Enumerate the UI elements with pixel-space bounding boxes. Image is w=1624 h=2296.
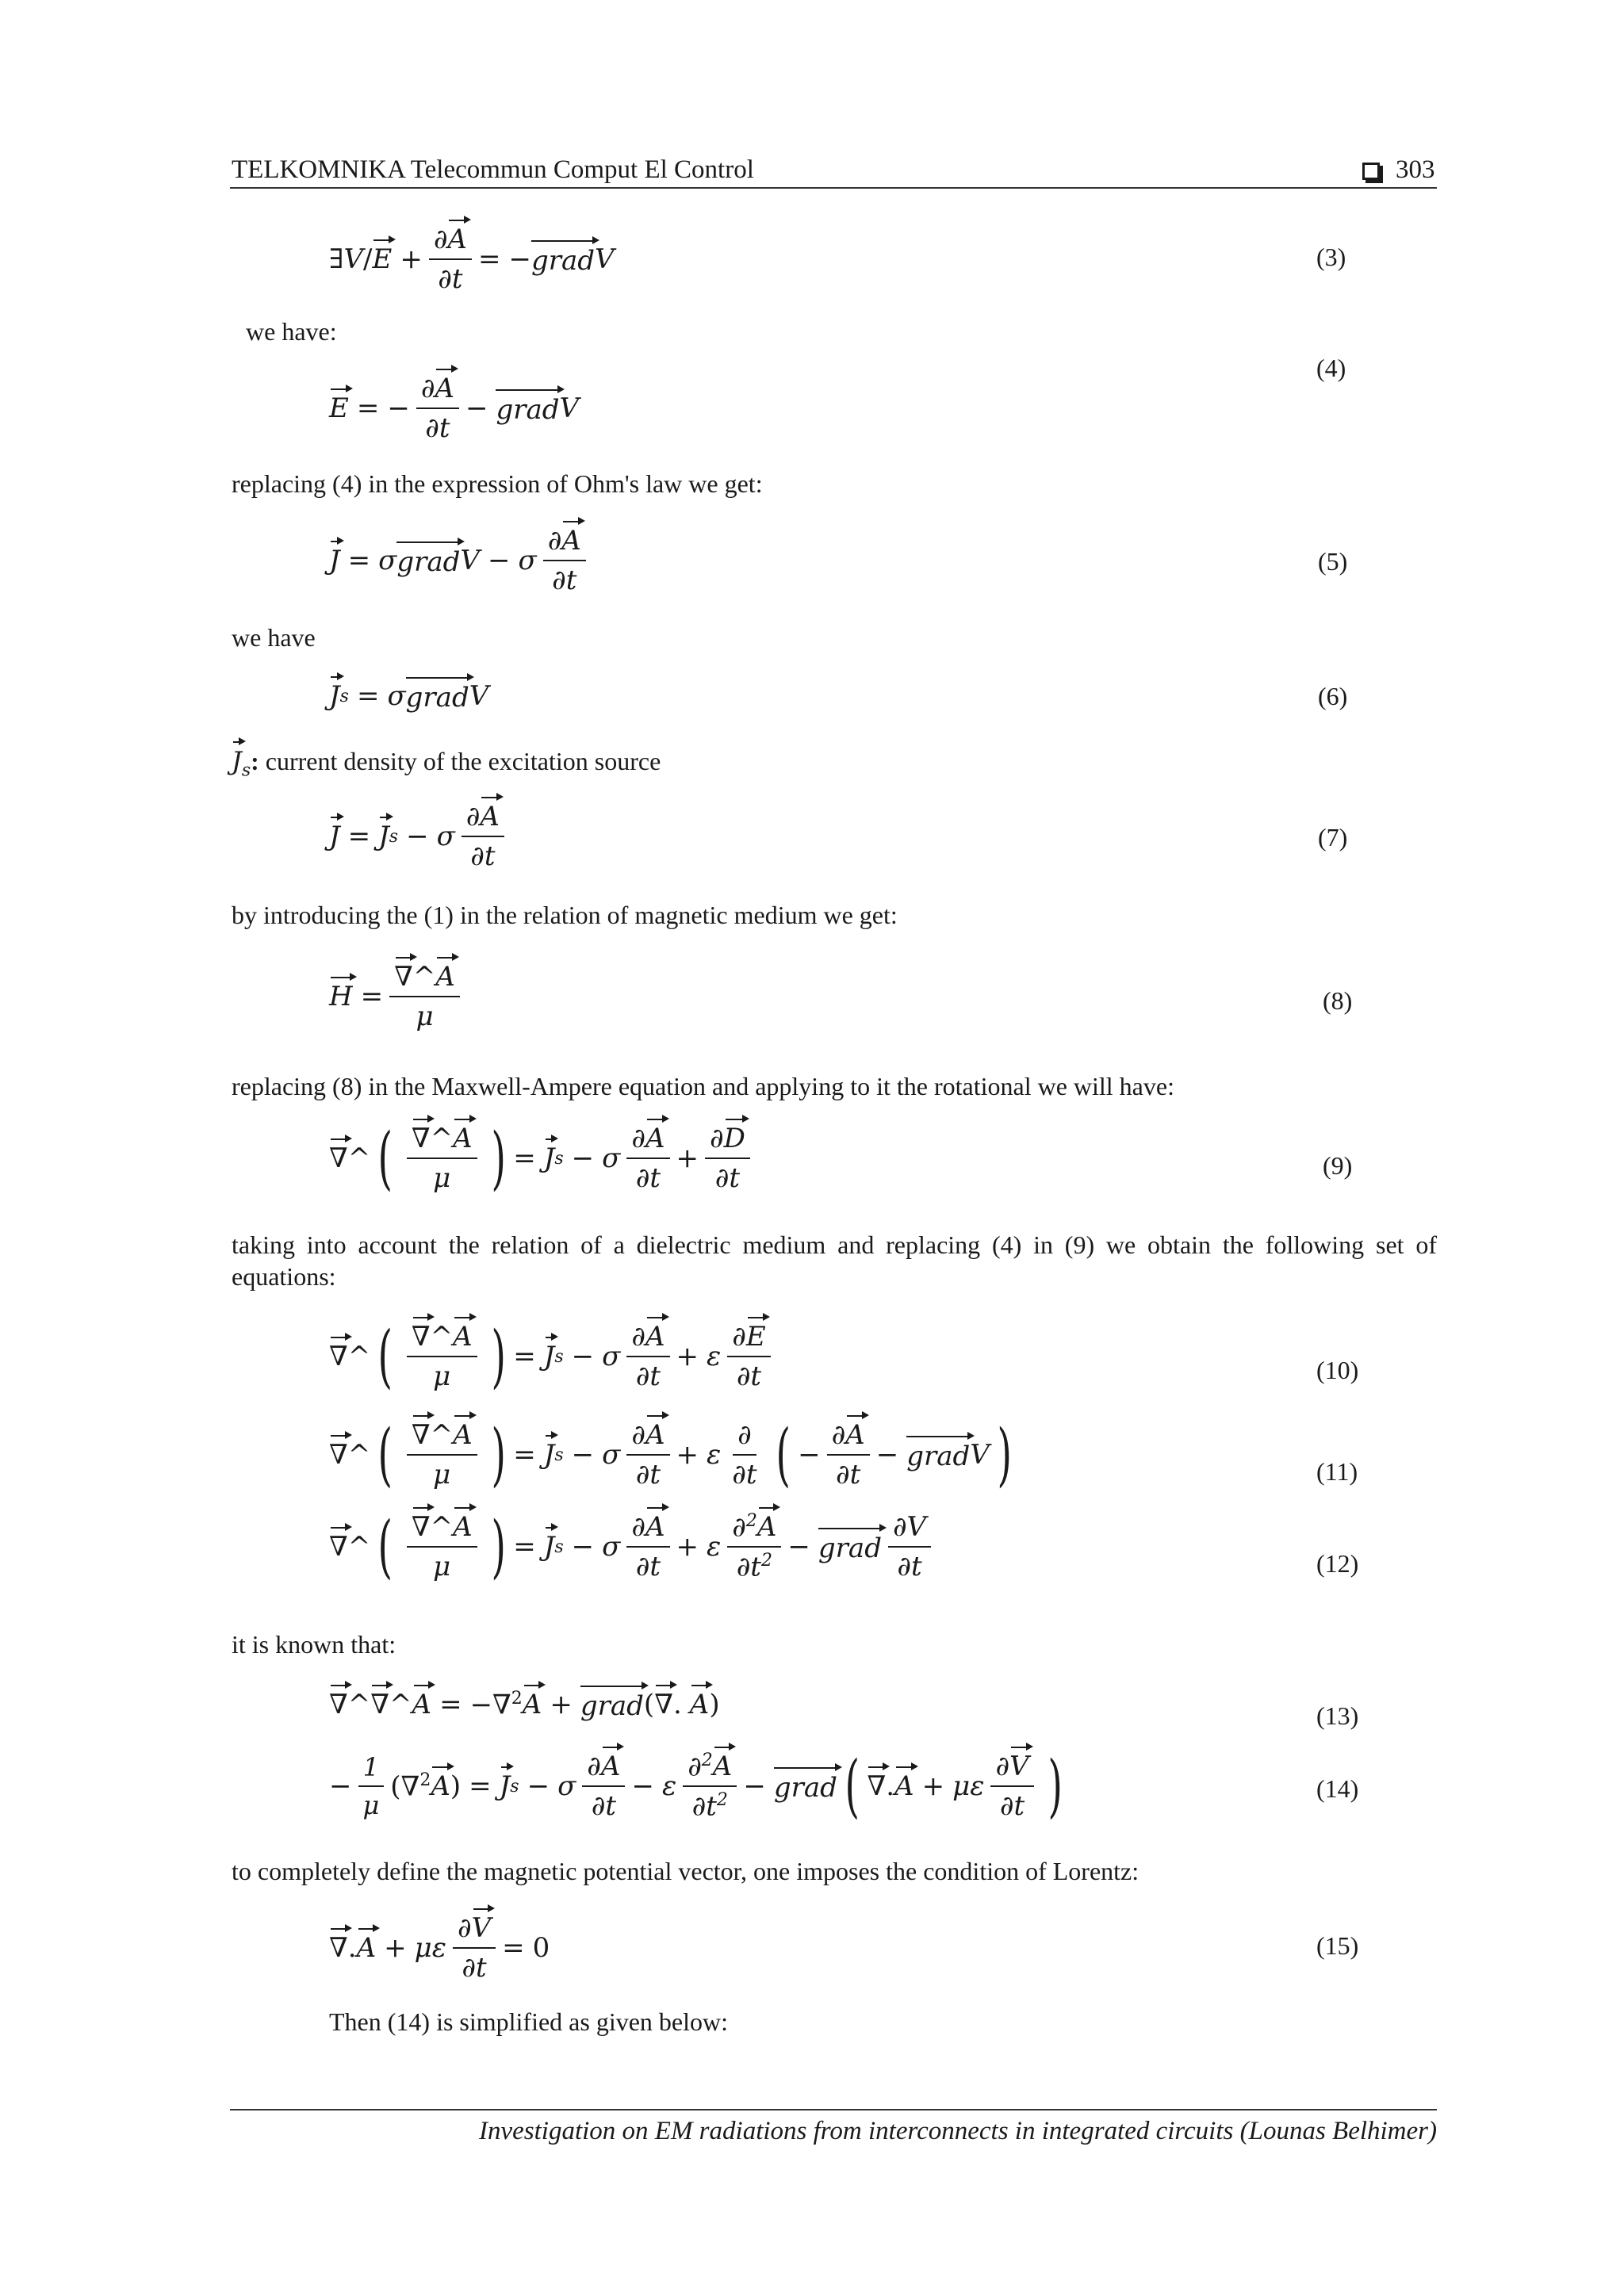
header-rule xyxy=(230,187,1437,189)
text-we-have: we have: xyxy=(246,317,337,346)
js-subscript: s xyxy=(241,760,251,781)
equation-number-7: (7) xyxy=(1318,823,1348,851)
text-we-have-2: we have xyxy=(232,623,316,652)
equation-5: J = σ grad V − σ $\frac{\partial A}{\partial t}$ xyxy=(329,525,592,596)
equation-number-5: (5) xyxy=(1318,547,1348,576)
equation-number-13: (13) xyxy=(1316,1701,1359,1730)
footer-rule xyxy=(230,2109,1437,2110)
square-bullet-icon xyxy=(1362,163,1380,180)
equation-number-4: (4) xyxy=(1316,354,1346,382)
text-it-is-known: it is known that: xyxy=(232,1630,396,1659)
running-header-page-number xyxy=(1362,155,1435,185)
text-replacing-4: replacing (4) in the expression of Ohm's law we get: xyxy=(232,469,763,498)
equation-number-10: (10) xyxy=(1316,1356,1359,1384)
text-simplified: Then (14) is simplified as given below: xyxy=(329,2007,729,2036)
equation-12: ∇ ^ ( $\frac{\nabla\^{}A}{\mu}$ ) = J s − σ $\frac{\partial A}{\partial t}$ + ε $\frac{\partial^2A}{\partial t^2}$ − grad $\frac{\partial V}{\partial t}$ xyxy=(329,1511,937,1583)
equation-15: ∇ . A + με $\frac{\partial V}{\partial t}$ = 0 xyxy=(329,1912,550,1984)
text-introducing-1: by introducing the (1) in the relation of magnetic medium we get: xyxy=(232,901,898,929)
js-symbol: J xyxy=(232,746,242,776)
equation-3: ∃ V / E + $\frac{\partial A}{\partial t}$ = − grad V xyxy=(329,224,615,295)
equation-number-3: (3) xyxy=(1316,243,1346,271)
equation-11: ∇ ^ ( $\frac{\nabla\^{}A}{\mu}$ ) = J s − σ $\frac{\partial A}{\partial t}$ + ε $\frac{\partial}{\partial t}$ ( − $\frac{\partial A}{\partial t}$ − grad V ) xyxy=(329,1415,1012,1494)
equation-14: − $\frac{1}{\mu}$ (∇$^2$ A ) = J s − σ $\frac{\partial A}{\partial t}$ − ε $\frac{\partial^2A}{\partial t^2}$ − grad ( ∇ . A + με $\frac{\partial V}{\partial t}$ ) xyxy=(329,1747,1063,1827)
equation-number-12: (12) xyxy=(1316,1549,1359,1578)
text-replacing-8: replacing (8) in the Maxwell-Ampere equation and applying to it the rotational we will have: xyxy=(232,1072,1174,1100)
running-header-journal: TELKOMNIKA Telecommun Comput El Control xyxy=(232,155,754,184)
text-dielectric-medium: taking into account the relation of a dielectric medium and replacing (4) in (9) we obtain the following set of equations: xyxy=(232,1230,1437,1291)
equation-8: H = $\frac{\nabla\^{}A}{\mu}$ xyxy=(329,961,466,1032)
equation-10: ∇ ^ ( $\frac{\nabla\^{}A}{\mu}$ ) = J s − σ $\frac{\partial A}{\partial t}$ + ε $\frac{\partial E}{\partial t}$ xyxy=(329,1321,777,1392)
equation-number-14: (14) xyxy=(1316,1774,1359,1803)
text-js-definition: $J_s$: current density of the excitation source xyxy=(232,746,661,781)
equation-4: E = − $\frac{\partial A}{\partial t}$ − grad V xyxy=(329,373,580,444)
equation-6: J s = σ grad V xyxy=(329,680,489,714)
equation-number-9: (9) xyxy=(1323,1151,1353,1180)
equation-number-6: (6) xyxy=(1318,682,1348,710)
running-footer: Investigation on EM radiations from interconnects in integrated circuits (Lounas Belhimer) xyxy=(478,2117,1437,2145)
equation-13: ∇ ^ ∇ ^ A = −∇$^2$ A + grad ( ∇ . A ) xyxy=(329,1688,720,1722)
equation-7: J = J s − σ $\frac{\partial A}{\partial t}$ xyxy=(329,801,511,872)
equation-number-15: (15) xyxy=(1316,1931,1359,1960)
equation-number-11: (11) xyxy=(1316,1457,1358,1486)
page-number: 303 xyxy=(1396,155,1435,184)
js-definition-text: current density of the excitation source xyxy=(265,747,661,775)
equation-9: ∇ ^ ( $\frac{\nabla\^{}A}{\mu}$ ) = J s − σ $\frac{\partial A}{\partial t}$ + $\frac{\partial D}{\partial t}$ xyxy=(329,1123,756,1194)
equation-number-8: (8) xyxy=(1323,986,1353,1015)
text-lorentz-condition: to completely define the magnetic potential vector, one imposes the condition of Lorentz: xyxy=(232,1857,1139,1885)
